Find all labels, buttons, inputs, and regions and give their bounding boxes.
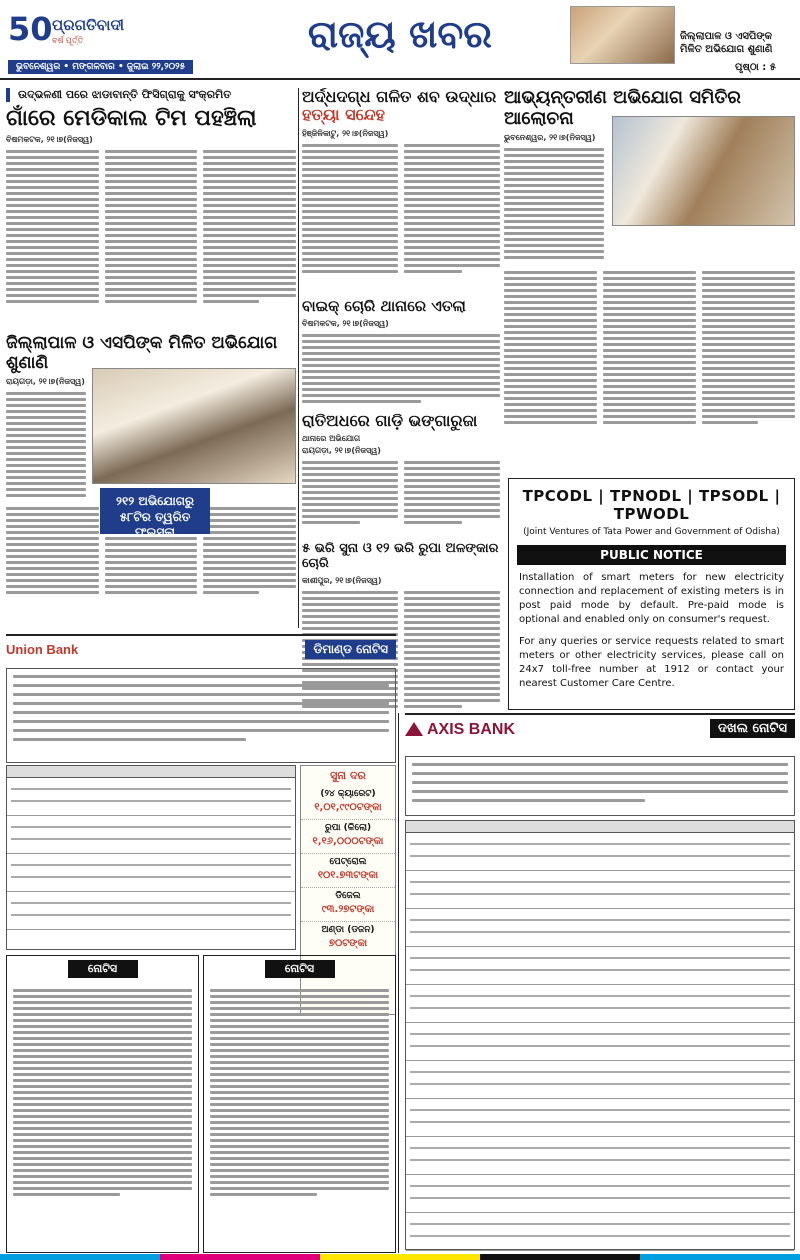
price-label-egg: ଅଣ୍ଡା (ଡଜନ) <box>321 925 375 935</box>
story-body-text <box>6 147 296 306</box>
price-value-egg: ୭୦ଟଙ୍କା <box>301 938 395 956</box>
story-bike-theft <box>302 298 500 408</box>
story-byline: ରାୟଗଡ଼ା, ୨୧।୭(ନିଜସ୍ୱ) <box>302 446 381 456</box>
story-headline <box>302 88 500 125</box>
bottom-notice-body <box>7 982 198 1203</box>
bottom-notice-title: ନୋଟିସ <box>265 960 335 978</box>
notice-brands: TPCODL | TPNODL | TPSODL | TPWODL <box>522 487 781 523</box>
story-headline: ଗାଁରେ ମେଡିକାଲ ଟିମ ପହଞ୍ଚିଲା <box>6 106 257 131</box>
notice-paragraph: Installation of smart meters for new electricity connection and replacement of existing meters is in post paid mode by default. Pre-paid mode is optional and enabled only on consumer's request. <box>519 572 784 625</box>
story-medical-team <box>6 88 296 328</box>
price-label-gold: (୨୪ କ୍ୟାରେଟ) <box>320 789 376 799</box>
story-headline: ରାତିଅଧରେ ଗାଡ଼ି ଭଙ୍ଗାରୁଜା <box>302 412 478 430</box>
notice-paragraph: For any queries or service requests related to smart meters or other electricity services, please call on 24x7 toll-free number at 1912 or contact your nearest Customer Care Centre. <box>519 636 784 689</box>
story-subhead: ଥାନାରେ ଅଭିଯୋଗ <box>302 434 361 444</box>
story-byline: ବିଷମକଟକ, ୨୧।୭(ନିଜସ୍ୱ) <box>6 135 93 145</box>
collector-hearing-photo <box>92 368 296 484</box>
story-headline: ବାଇକ୍ ଚୋରି ଥାନାରେ ଏତଲା <box>302 298 466 315</box>
story-byline: ବିଷମକଟକ, ୨୧।୭(ନିଜସ୍ୱ) <box>302 319 389 329</box>
story-body-text <box>302 458 500 527</box>
story-headline: ଆଭ୍ୟନ୍ତରୀଣ ଅଭିଯୋଗ ସମିତିର ଆଲୋଚନା <box>504 88 741 129</box>
story-byline: ଭୁବନେଶ୍ୱର, ୨୧।୭(ନିଜସ୍ୱ) <box>504 133 596 143</box>
story-body-text <box>6 389 86 500</box>
price-label-diesel: ଡିଜେଲ <box>335 891 361 901</box>
story-vehicle-vandalism <box>302 412 500 540</box>
story-body-text <box>302 331 500 406</box>
newspaper-logo <box>8 10 138 50</box>
print-color-bar <box>0 1254 800 1260</box>
price-value-diesel: ୯୩.୨୭ଟଙ୍କା <box>301 904 395 922</box>
masthead-photo <box>570 6 675 64</box>
column-rule <box>298 88 299 628</box>
price-label-petrol: ପେଟ୍ରୋଲ <box>329 857 367 867</box>
story-body-recovered <box>302 88 500 288</box>
logo-anniversary-number: 50 <box>8 10 53 48</box>
story-body-text-lower <box>504 268 795 427</box>
story-headline: ଜିଲ୍ଲାପାଳ ଓ ଏସପିଙ୍କ ମିଳିତ ଅଭିଯୋଗ ଶୁଣାଣି <box>6 334 278 373</box>
price-value-silver: ୧,୧୬,୦୦୦ଟଙ୍କା <box>301 836 395 854</box>
bottom-notice-middle <box>203 955 396 1253</box>
page-number: ପୃଷ୍ଠା : ୫ <box>735 62 777 73</box>
union-bank-text-block <box>6 668 396 763</box>
axis-bank-logo-icon <box>405 722 423 736</box>
page-title: ରାଜ୍ୟ ଖବର <box>307 12 493 56</box>
committee-meeting-photo <box>612 116 795 226</box>
story-headline-highlight: ହତ୍ୟା ସନ୍ଦେହ <box>302 105 385 125</box>
price-heading: ସୁନା ଦର <box>330 769 366 782</box>
union-bank-notice-header <box>6 634 396 664</box>
price-label-silver: ରୁପା (କିଲୋ) <box>324 823 372 833</box>
story-byline: କାଶୀପୁର, ୨୧।୭(ନିଜସ୍ୱ) <box>302 575 382 585</box>
story-body-text <box>504 145 604 262</box>
column-rule <box>398 713 399 1253</box>
axis-bank-notice-title: ଦଖଲ ନୋଟିସ <box>710 719 795 738</box>
union-bank-notice-title: ଡିମାଣ୍ଡ ନୋଟିସ <box>305 640 396 659</box>
price-value-petrol: ୧୦୧.୭୩ଟଙ୍କା <box>301 870 395 888</box>
masthead-teaser: ଜିଲ୍ଲାପାଳ ଓ ଏସପିଙ୍କ ମିଳିତ ଅଭିଯୋଗ ଶୁଣାଣି <box>680 31 773 55</box>
logo-tagline: ବର୍ଷ ପୂର୍ତ୍ତି <box>52 36 84 45</box>
bottom-notice-title: ନୋଟିସ <box>68 960 138 978</box>
story-byline: ହିଞ୍ଜିଳିକାଟୁ, ୨୧।୭(ନିଜସ୍ୱ) <box>302 128 389 138</box>
price-value-gold: ୧,୦୧,୯୯୦ଟଙ୍କା <box>301 802 395 820</box>
axis-bank-logo-text: AXIS BANK <box>427 721 516 738</box>
union-bank-logo: Union Bank <box>6 642 79 657</box>
axis-bank-logo <box>405 721 515 739</box>
public-notice-ad <box>508 478 795 710</box>
union-bank-table <box>6 765 296 950</box>
notice-body <box>509 571 794 691</box>
bottom-notice-body <box>204 982 395 1203</box>
logo-name: ପ୍ରଗତିବାଦୀ <box>52 16 125 34</box>
story-headline-part: ଅର୍ଦ୍ଧଦଗ୍ଧ ଗଳିତ ଶବ ଉଦ୍ଧାର <box>302 88 497 106</box>
story-headline: ୫ ଭରି ସୁନା ଓ ୧୨ ଭରି ରୁପା ଅଳଙ୍କାର ଚୋରି <box>302 542 499 571</box>
dateline: ଭୁବନେଶ୍ୱର • ମଙ୍ଗଳବାର • ଜୁଲାଇ ୨୨,୨୦୨୫ <box>8 60 193 74</box>
bottom-notice-left <box>6 955 199 1253</box>
masthead <box>0 0 800 80</box>
notice-subtitle: (Joint Ventures of Tata Power and Government of Odisha) <box>523 527 780 537</box>
axis-bank-notice-header <box>405 713 795 753</box>
story-byline: ରାୟଗଡ଼ା, ୨୧।୭(ନିଜସ୍ୱ) <box>6 377 85 387</box>
axis-bank-text-block <box>405 756 795 816</box>
notice-title: PUBLIC NOTICE <box>517 545 786 565</box>
axis-bank-table <box>405 820 795 1250</box>
story-callout-box: ୨୧୨ ଅଭିଯୋଗରୁ ୫୮ଟିର ତ୍ୱରିତ ଫଇସଲା <box>100 488 210 534</box>
story-body-text <box>302 141 500 276</box>
story-kicker: ଉଦ୍ଭଳଣୀ ପରେ ଝାଡାବାନ୍ତି ଫିସିଗ୍ରାକୁ ସଂକ୍ରମିତ <box>6 88 296 102</box>
